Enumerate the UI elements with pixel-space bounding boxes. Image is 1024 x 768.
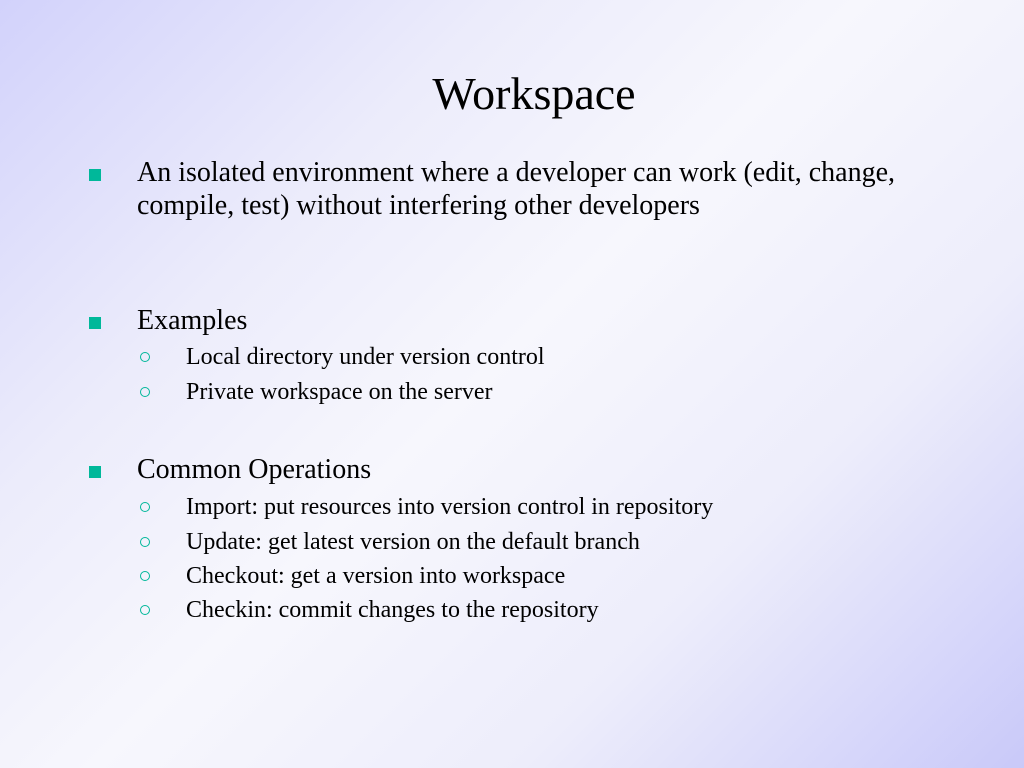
sub-bullet-item <box>0 527 1024 561</box>
sub-bullet-item <box>0 561 1024 595</box>
sub-bullet-text: Import: put resources into version control in repository <box>186 494 714 520</box>
circle-bullet-icon <box>140 502 150 512</box>
circle-bullet-icon <box>140 352 150 362</box>
sub-bullet-text: Local directory under version control <box>186 344 545 370</box>
circle-bullet-icon <box>140 571 150 581</box>
sub-bullet-item <box>0 342 1024 376</box>
sub-bullet-text: Checkin: commit changes to the repository <box>186 597 599 623</box>
sub-bullet-item <box>0 595 1024 629</box>
square-bullet-icon <box>89 169 101 181</box>
circle-bullet-icon <box>140 605 150 615</box>
sub-bullet-item <box>0 492 1024 526</box>
sub-bullet-item <box>0 377 1024 411</box>
sub-bullet-text: Update: get latest version on the default branch <box>186 529 640 555</box>
bullet-text: Common Operations <box>137 454 372 485</box>
sub-bullet-text: Checkout: get a version into workspace <box>186 563 566 589</box>
square-bullet-icon <box>89 466 101 478</box>
circle-bullet-icon <box>140 387 150 397</box>
slide-title: Workspace <box>432 68 636 119</box>
square-bullet-icon <box>89 317 101 329</box>
bullet-text: Examples <box>137 305 248 336</box>
sub-bullet-text: Private workspace on the server <box>186 379 493 405</box>
bullet-text: An isolated environment where a developer can work (edit, change, compile, test) without interfering other developers <box>137 157 896 221</box>
circle-bullet-icon <box>140 537 150 547</box>
